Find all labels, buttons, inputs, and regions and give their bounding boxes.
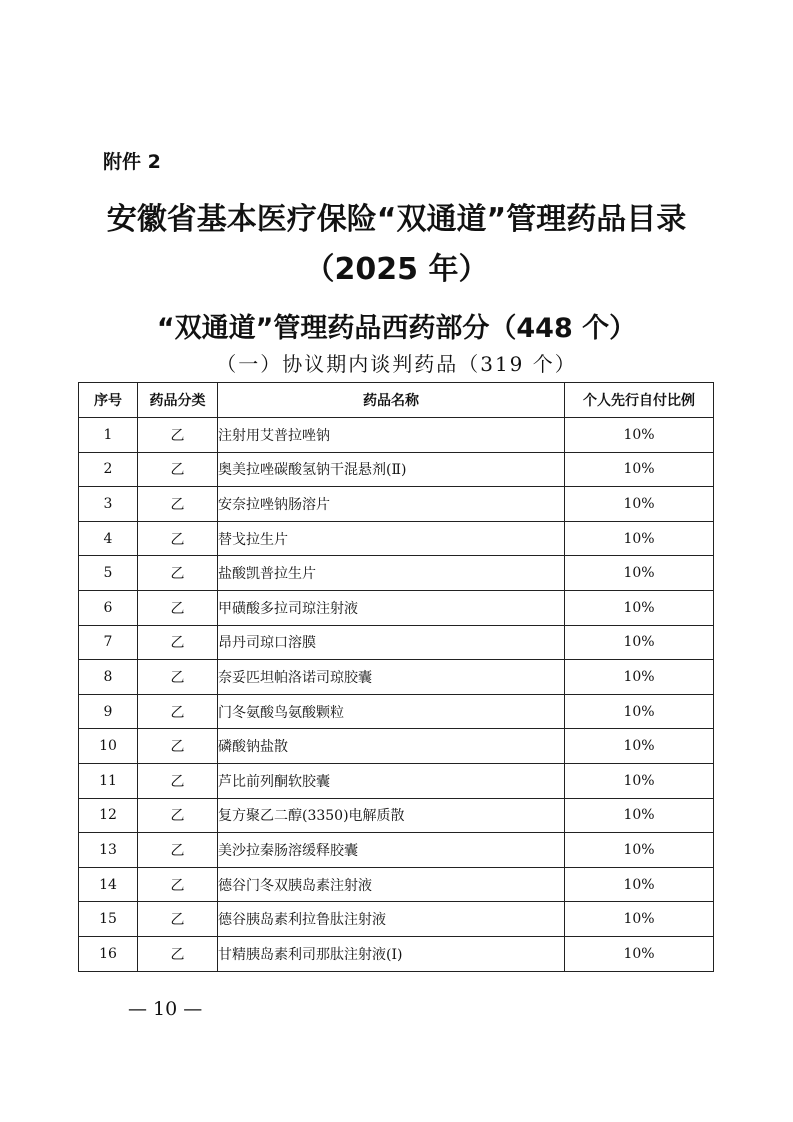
row-index: 7 [79,625,138,660]
row-index: 9 [79,694,138,729]
row-copay-ratio: 10% [565,936,714,971]
document-title-year: （2025 年） [304,252,489,287]
row-copay-ratio: 10% [565,763,714,798]
table-row [79,763,714,798]
row-category: 乙 [138,867,218,902]
row-index: 3 [79,487,138,522]
row-drug-name: 注射用艾普拉唑钠 [218,418,565,453]
table-row [79,590,714,625]
row-index: 13 [79,833,138,868]
row-drug-name: 德谷胰岛素利拉鲁肽注射液 [218,902,565,937]
row-copay-ratio: 10% [565,902,714,937]
row-category: 乙 [138,418,218,453]
header-copay-ratio: 个人先行自付比例 [565,383,714,418]
row-category: 乙 [138,902,218,937]
table-row [79,694,714,729]
row-copay-ratio: 10% [565,625,714,660]
row-drug-name: 甲磺酸多拉司琼注射液 [218,590,565,625]
row-drug-name: 替戈拉生片 [218,521,565,556]
row-copay-ratio: 10% [565,867,714,902]
row-copay-ratio: 10% [565,590,714,625]
row-index: 8 [79,660,138,695]
row-drug-name: 美沙拉秦肠溶缓释胶囊 [218,833,565,868]
row-drug-name: 奥美拉唑碳酸氢钠干混悬剂(Ⅱ) [218,452,565,487]
table-row [79,729,714,764]
row-copay-ratio: 10% [565,556,714,591]
table-row [79,902,714,937]
row-drug-name: 盐酸凯普拉生片 [218,556,565,591]
header-category: 药品分类 [138,383,218,418]
row-copay-ratio: 10% [565,521,714,556]
row-category: 乙 [138,729,218,764]
row-category: 乙 [138,833,218,868]
row-index: 4 [79,521,138,556]
section-title: （一）协议期内谈判药品（319 个） [216,352,577,376]
row-category: 乙 [138,590,218,625]
row-category: 乙 [138,487,218,522]
row-copay-ratio: 10% [565,452,714,487]
row-drug-name: 安奈拉唑钠肠溶片 [218,487,565,522]
row-drug-name: 奈妥匹坦帕洛诺司琼胶囊 [218,660,565,695]
row-index: 10 [79,729,138,764]
table-header-row [79,383,714,418]
row-copay-ratio: 10% [565,418,714,453]
table-row [79,452,714,487]
table-row [79,833,714,868]
table-row [79,487,714,522]
table-row [79,936,714,971]
row-copay-ratio: 10% [565,833,714,868]
row-index: 6 [79,590,138,625]
row-category: 乙 [138,694,218,729]
table-row [79,625,714,660]
table-row [79,660,714,695]
row-drug-name: 复方聚乙二醇(3350)电解质散 [218,798,565,833]
row-index: 15 [79,902,138,937]
page-number: — 10 — [128,998,203,1020]
attachment-label: 附件 2 [103,151,161,173]
row-index: 5 [79,556,138,591]
row-drug-name: 门冬氨酸鸟氨酸颗粒 [218,694,565,729]
table-row [79,521,714,556]
row-category: 乙 [138,936,218,971]
row-copay-ratio: 10% [565,487,714,522]
table-row [79,418,714,453]
row-index: 11 [79,763,138,798]
table-row [79,556,714,591]
row-drug-name: 德谷门冬双胰岛素注射液 [218,867,565,902]
header-drug-name: 药品名称 [218,383,565,418]
row-category: 乙 [138,625,218,660]
table-row [79,798,714,833]
drug-table [78,382,714,972]
row-drug-name: 甘精胰岛素利司那肽注射液(Ⅰ) [218,936,565,971]
row-index: 14 [79,867,138,902]
document-title: 安徽省基本医疗保险“双通道”管理药品目录 [106,202,687,237]
row-copay-ratio: 10% [565,694,714,729]
row-category: 乙 [138,763,218,798]
row-drug-name: 磷酸钠盐散 [218,729,565,764]
document-subtitle: “双通道”管理药品西药部分（448 个） [156,313,637,344]
row-category: 乙 [138,660,218,695]
header-index: 序号 [79,383,138,418]
row-index: 16 [79,936,138,971]
row-copay-ratio: 10% [565,729,714,764]
row-index: 1 [79,418,138,453]
row-category: 乙 [138,452,218,487]
row-category: 乙 [138,798,218,833]
table-row [79,867,714,902]
row-index: 2 [79,452,138,487]
row-drug-name: 芦比前列酮软胶囊 [218,763,565,798]
row-index: 12 [79,798,138,833]
row-category: 乙 [138,521,218,556]
row-copay-ratio: 10% [565,798,714,833]
row-drug-name: 昂丹司琼口溶膜 [218,625,565,660]
row-category: 乙 [138,556,218,591]
row-copay-ratio: 10% [565,660,714,695]
